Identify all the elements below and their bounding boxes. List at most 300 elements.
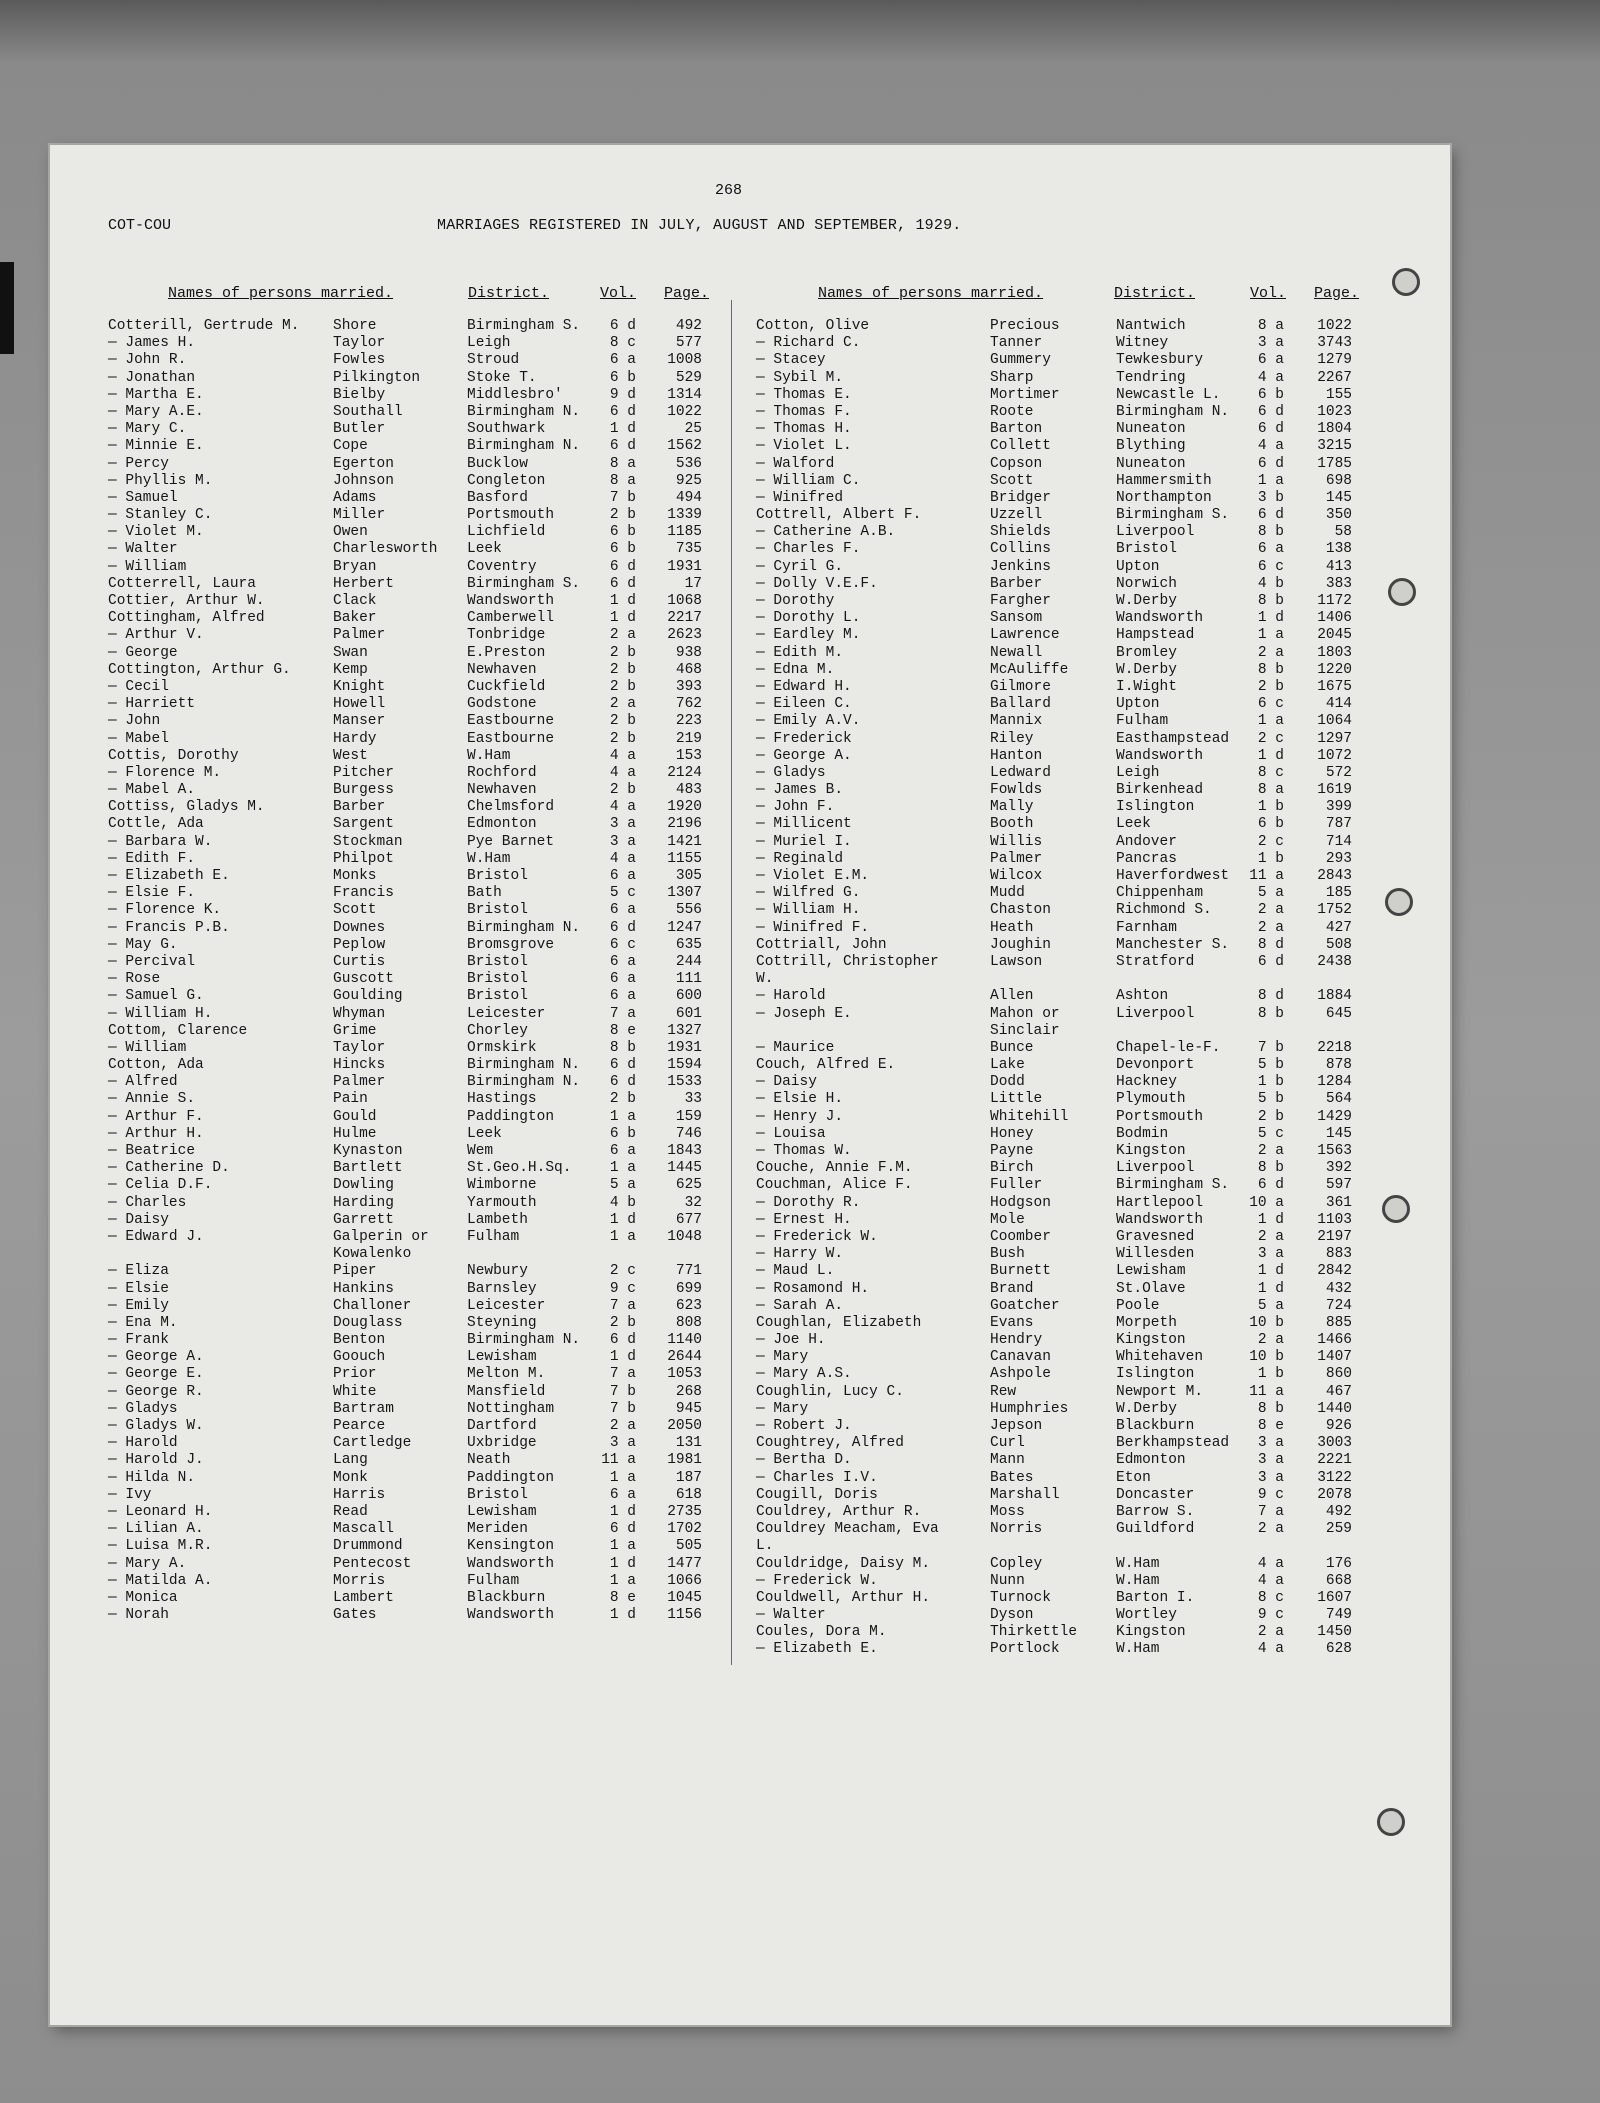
entry-page: 1920 [667, 799, 702, 816]
entry-page: 153 [675, 747, 702, 764]
punch-hole [1377, 1808, 1405, 1836]
entry-district: Chelmsford [467, 799, 555, 816]
entry-volume: 10 b [1249, 1314, 1284, 1331]
entry-page: 468 [675, 661, 702, 678]
entry-volume: 6 d [1257, 953, 1284, 970]
entry-page: 623 [675, 1297, 702, 1314]
entry-spouse: Morris [333, 1572, 386, 1589]
entry-volume: 1 d [609, 1349, 636, 1366]
entry-page: 2196 [667, 816, 702, 833]
entry-page: 1445 [667, 1160, 702, 1177]
entry-district: Blackburn [1116, 1418, 1195, 1434]
entry-district: Hartlepool [1116, 1194, 1204, 1211]
entry-page: 131 [675, 1435, 702, 1452]
entry-district: E.Preston [467, 644, 546, 661]
entry-volume: 6 d [609, 1332, 636, 1349]
entry-name: — Violet M. [108, 524, 204, 541]
entry-district: Plymouth [1116, 1091, 1186, 1108]
entry-name: — Lilian A. [108, 1521, 204, 1538]
entry-volume: 2 a [1257, 644, 1284, 661]
entry-page: 33 [684, 1091, 702, 1108]
entry-page: 259 [1325, 1521, 1352, 1538]
entry-page: 564 [1325, 1091, 1352, 1108]
entry-page: 938 [675, 644, 702, 661]
entry-name: — Richard C. [756, 335, 861, 352]
entry-page: 625 [675, 1177, 702, 1194]
entry-page: 3003 [1317, 1435, 1352, 1452]
entry-volume: 6 d [609, 1057, 636, 1074]
entry-volume: 3 a [1257, 335, 1284, 352]
entry-spouse: Wilcox [990, 868, 1043, 884]
entry-spouse: Mannix [990, 713, 1043, 730]
entry-name: — Gladys W. [108, 1418, 204, 1434]
entry-volume: 2 a [1257, 1143, 1284, 1159]
entry-volume: 6 d [609, 438, 636, 455]
entry-name: — Elizabeth E. [108, 868, 230, 884]
entry-name: — Maurice [756, 1039, 835, 1056]
entry-spouse: West [333, 747, 368, 764]
entry-spouse: Bush [990, 1246, 1025, 1263]
entry-spouse: Pentecost [333, 1555, 412, 1572]
entry-district: Doncaster [1116, 1486, 1195, 1503]
entry-name: Coughtrey, Alfred [756, 1435, 904, 1452]
entry-name: — John R. [108, 352, 187, 369]
entry-page: 1440 [1317, 1400, 1352, 1417]
entry-name: — Mary A.E. [108, 403, 204, 420]
entry-volume: 8 b [1257, 1160, 1284, 1177]
entry-page: 2050 [667, 1418, 702, 1434]
entry-name: — Robert J. [756, 1418, 852, 1434]
entry-spouse: Willis [990, 833, 1043, 850]
entry-volume: 7 a [609, 1297, 636, 1314]
entry-page: 350 [1325, 507, 1352, 524]
entry-district: Pancras [1116, 850, 1177, 867]
entry-page: 492 [1325, 1503, 1352, 1520]
entry-spouse: Manser [333, 713, 386, 730]
entry-spouse: Read [333, 1503, 368, 1520]
entry-spouse: Tanner [990, 335, 1043, 352]
left-header-names: Names of persons married. [168, 285, 394, 302]
entry-name: — Samuel [108, 489, 178, 506]
entry-page: 1023 [1317, 403, 1352, 420]
entry-district: Bristol [467, 1486, 528, 1503]
entry-name: — George E. [108, 1366, 204, 1383]
entry-volume: 3 a [1257, 1435, 1284, 1452]
entry-district: Ormskirk [467, 1039, 537, 1056]
entry-name: W. [756, 971, 774, 988]
entry-district: Bucklow [467, 455, 528, 472]
entry-name: — Violet E.M. [756, 868, 870, 884]
entry-volume: 1 a [609, 1572, 636, 1589]
entry-spouse: Palmer [333, 1074, 386, 1091]
entry-district: Ashton [1116, 988, 1169, 1005]
entry-spouse: Uzzell [990, 507, 1043, 524]
entry-name: — Walter [108, 541, 178, 558]
entry-volume: 6 a [609, 1486, 636, 1503]
entry-page: 746 [675, 1125, 702, 1142]
entry-volume: 2 a [1257, 1624, 1284, 1641]
entry-page: 2217 [667, 610, 702, 627]
entry-district: W.Ham [467, 747, 511, 764]
entry-volume: 5 c [609, 885, 636, 902]
entry-name: — Harold [756, 988, 826, 1005]
entry-name: — Thomas H. [756, 421, 852, 438]
entry-page: 1297 [1317, 730, 1352, 747]
entry-spouse: Owen [333, 524, 368, 541]
entry-volume: 2 c [1257, 833, 1284, 850]
entry-page: 572 [1325, 764, 1352, 781]
entry-volume: 1 b [1257, 1074, 1284, 1091]
entry-spouse: Lawrence [990, 627, 1060, 644]
entry-page: 467 [1325, 1383, 1352, 1400]
entry-page: 1785 [1317, 455, 1352, 472]
entry-district: Hastings [467, 1091, 537, 1108]
entry-district: Camberwell [467, 610, 555, 627]
entry-page: 145 [1325, 489, 1352, 506]
entry-name: — Walford [756, 455, 835, 472]
entry-volume: 2 a [1257, 1228, 1284, 1245]
entry-page: 58 [1334, 524, 1352, 541]
entry-name: — Dorothy [756, 593, 835, 609]
entry-spouse: Curtis [333, 953, 386, 970]
entry-district: Middlesbro' [467, 386, 563, 403]
entry-district: Eton [1116, 1469, 1151, 1486]
entry-volume: 6 d [1257, 507, 1284, 524]
entry-spouse: Payne [990, 1143, 1034, 1159]
entry-volume: 8 b [609, 1039, 636, 1056]
entry-name: — Eardley M. [756, 627, 861, 644]
entry-volume: 8 b [1257, 661, 1284, 678]
entry-district: Hammersmith [1116, 472, 1212, 489]
entry-name: — Mary A. [108, 1555, 187, 1572]
entry-spouse: Downes [333, 919, 386, 936]
entry-volume: 6 b [1257, 386, 1284, 403]
entry-spouse: Jepson [990, 1418, 1043, 1434]
entry-spouse: Coomber [990, 1228, 1051, 1245]
entry-name: — Percy [108, 455, 169, 472]
entry-page: 577 [675, 335, 702, 352]
entry-name: — Dorothy R. [756, 1194, 861, 1211]
entry-page: 926 [1325, 1418, 1352, 1434]
entry-name: — Edith M. [756, 644, 844, 661]
entry-volume: 2 a [1257, 902, 1284, 919]
entry-page: 2078 [1317, 1486, 1352, 1503]
entry-spouse: Stockman [333, 833, 403, 850]
entry-spouse: White [333, 1383, 377, 1400]
entry-page: 808 [675, 1314, 702, 1331]
entry-page: 1466 [1317, 1332, 1352, 1349]
entry-spouse: Copson [990, 455, 1043, 472]
entry-name: — Edward J. [108, 1228, 204, 1245]
entry-spouse: Harris [333, 1486, 386, 1503]
entry-page: 159 [675, 1108, 702, 1125]
entry-spouse: Bartlett [333, 1160, 403, 1177]
entry-volume: 6 a [609, 971, 636, 988]
entry-volume: 2 b [609, 713, 636, 730]
entry-page: 1068 [667, 593, 702, 609]
entry-page: 1562 [667, 438, 702, 455]
entry-name: — Norah [108, 1607, 169, 1624]
entry-page: 1022 [1317, 318, 1352, 334]
entry-name: — William C. [756, 472, 861, 489]
entry-volume: 1 d [609, 610, 636, 627]
entry-page: 1931 [667, 558, 702, 575]
entry-volume: 8 e [1257, 1418, 1284, 1434]
entry-volume: 6 a [609, 988, 636, 1005]
entry-page: 1008 [667, 352, 702, 369]
entry-name: — Minnie E. [108, 438, 204, 455]
entry-volume: 6 c [1257, 558, 1284, 575]
entry-district: Barrow S. [1116, 1503, 1195, 1520]
entry-page: 600 [675, 988, 702, 1005]
entry-district: Nuneaton [1116, 421, 1186, 438]
entry-name: Cotterill, Gertrude M. [108, 318, 300, 334]
entry-spouse: Gummery [990, 352, 1051, 369]
entry-page: 1594 [667, 1057, 702, 1074]
entry-spouse: Ashpole [990, 1366, 1051, 1383]
entry-page: 432 [1325, 1280, 1352, 1297]
entry-volume: 2 b [609, 1314, 636, 1331]
entry-district: Birmingham N. [467, 1332, 581, 1349]
entry-volume: 4 a [1257, 1641, 1284, 1658]
entry-district: Chorley [467, 1022, 528, 1039]
entry-page: 1563 [1317, 1143, 1352, 1159]
page-title: MARRIAGES REGISTERED IN JULY, AUGUST AND SEPTEMBER, 1929. [437, 217, 962, 234]
entry-district: Tonbridge [467, 627, 546, 644]
entry-volume: 2 a [609, 1418, 636, 1434]
entry-name: — Edna M. [756, 661, 835, 678]
entry-name: — Barbara W. [108, 833, 213, 850]
entry-district: Wandsworth [467, 1607, 555, 1624]
entry-spouse: Kowalenko [333, 1246, 412, 1263]
entry-district: Birmingham N. [467, 1057, 581, 1074]
entry-district: Birmingham S. [467, 575, 581, 592]
entry-district: Paddington [467, 1108, 555, 1125]
entry-spouse: Douglass [333, 1314, 403, 1331]
entry-district: Liverpool [1116, 524, 1195, 541]
entry-volume: 3 a [609, 833, 636, 850]
entry-volume: 1 d [1257, 1211, 1284, 1228]
entry-page: 494 [675, 489, 702, 506]
entry-spouse: Collins [990, 541, 1051, 558]
entry-volume: 6 a [609, 352, 636, 369]
entry-page: 1279 [1317, 352, 1352, 369]
right-header-names: Names of persons married. [818, 285, 1044, 302]
entry-volume: 5 a [1257, 1297, 1284, 1314]
entry-page: 293 [1325, 850, 1352, 867]
entry-district: Leigh [1116, 764, 1160, 781]
entry-page: 1477 [667, 1555, 702, 1572]
entry-spouse: Little [990, 1091, 1043, 1108]
entry-district: Devonport [1116, 1057, 1195, 1074]
entry-spouse: Brand [990, 1280, 1034, 1297]
entry-district: Pye Barnet [467, 833, 555, 850]
entry-page: 1284 [1317, 1074, 1352, 1091]
entry-page: 508 [1325, 936, 1352, 953]
entry-name: — Elizabeth E. [756, 1641, 878, 1658]
entry-spouse: Canavan [990, 1349, 1051, 1366]
entry-volume: 9 c [1257, 1486, 1284, 1503]
entry-district: W.Ham [1116, 1572, 1160, 1589]
entry-name: — Elsie [108, 1280, 169, 1297]
entry-volume: 4 a [1257, 1555, 1284, 1572]
entry-page: 618 [675, 1486, 702, 1503]
entry-spouse: Gould [333, 1108, 377, 1125]
entry-spouse: Evans [990, 1314, 1034, 1331]
entry-district: Fulham [467, 1228, 520, 1245]
entry-name: — Florence K. [108, 902, 222, 919]
entry-spouse: Dowling [333, 1177, 394, 1194]
entry-district: Birmingham N. [467, 403, 581, 420]
entry-spouse: Cartledge [333, 1435, 412, 1452]
entry-name: — May G. [108, 936, 178, 953]
entry-name: — Mary C. [108, 421, 187, 438]
entry-spouse: Burgess [333, 782, 394, 799]
entry-district: Liverpool [1116, 1160, 1195, 1177]
entry-page: 1155 [667, 850, 702, 867]
entry-spouse: Booth [990, 816, 1034, 833]
right-header-district: District. [1114, 285, 1196, 302]
entry-page: 1533 [667, 1074, 702, 1091]
entry-spouse: Heath [990, 919, 1034, 936]
entry-district: Andover [1116, 833, 1177, 850]
entry-district: W.Derby [1116, 661, 1177, 678]
entry-district: Gravesned [1116, 1228, 1195, 1245]
entry-page: 945 [675, 1400, 702, 1417]
entry-page: 1022 [667, 403, 702, 420]
entry-volume: 2 a [609, 696, 636, 713]
entry-name: — Daisy [756, 1074, 817, 1091]
entry-name: — Frederick W. [756, 1228, 878, 1245]
entry-district: Bristol [1116, 541, 1177, 558]
entry-spouse: Clack [333, 593, 377, 609]
entry-spouse: Whitehill [990, 1108, 1069, 1125]
entry-volume: 6 b [1257, 816, 1284, 833]
entry-name: — Emily [108, 1297, 169, 1314]
entry-volume: 1 d [1257, 1280, 1284, 1297]
entry-name: — Monica [108, 1589, 178, 1606]
entry-page: 787 [1325, 816, 1352, 833]
punch-hole [1392, 268, 1420, 296]
entry-spouse: Palmer [333, 627, 386, 644]
entry-volume: 9 c [1257, 1607, 1284, 1624]
entry-volume: 8 a [609, 472, 636, 489]
entry-page: 3743 [1317, 335, 1352, 352]
entry-volume: 7 b [609, 1400, 636, 1417]
entry-volume: 2 b [609, 678, 636, 695]
entry-name: — Samuel G. [108, 988, 204, 1005]
entry-name: — William H. [756, 902, 861, 919]
entry-spouse: Bielby [333, 386, 386, 403]
entry-spouse: Monk [333, 1469, 368, 1486]
entry-spouse: Cope [333, 438, 368, 455]
entry-district: W.Ham [1116, 1555, 1160, 1572]
entry-volume: 7 a [1257, 1503, 1284, 1520]
entry-spouse: Sargent [333, 816, 394, 833]
entry-name: — Joseph E. [756, 1005, 852, 1022]
entry-name: — Alfred [108, 1074, 178, 1091]
entry-page: 2124 [667, 764, 702, 781]
entry-district: Bristol [467, 988, 528, 1005]
entry-page: 714 [1325, 833, 1352, 850]
entry-name: — Muriel I. [756, 833, 852, 850]
entry-name: — William [108, 558, 187, 575]
entry-volume: 2 c [609, 1263, 636, 1280]
entry-name: — Cecil [108, 678, 169, 695]
entry-page: 1140 [667, 1332, 702, 1349]
entry-district: Haverfordwest [1116, 868, 1230, 884]
entry-volume: 6 a [1257, 352, 1284, 369]
entry-page: 677 [675, 1211, 702, 1228]
entry-name: Cotterrell, Laura [108, 575, 256, 592]
entry-spouse: Piper [333, 1263, 377, 1280]
entry-district: Cuckfield [467, 678, 546, 695]
entry-district: Newhaven [467, 661, 537, 678]
entry-volume: 1 d [609, 1211, 636, 1228]
entry-volume: 7 a [609, 1005, 636, 1022]
punch-hole [1388, 578, 1416, 606]
entry-page: 1803 [1317, 644, 1352, 661]
entry-page: 155 [1325, 386, 1352, 403]
entry-page: 1981 [667, 1452, 702, 1469]
entry-spouse: Shields [990, 524, 1051, 541]
entry-district: Basford [467, 489, 528, 506]
entry-spouse: Hodgson [990, 1194, 1051, 1211]
entry-volume: 2 b [609, 730, 636, 747]
entry-district: Wortley [1116, 1607, 1177, 1624]
entry-volume: 6 c [1257, 696, 1284, 713]
entry-spouse: Goulding [333, 988, 403, 1005]
entry-spouse: Taylor [333, 335, 386, 352]
entry-district: Leigh [467, 335, 511, 352]
entry-spouse: Lawson [990, 953, 1043, 970]
entry-page: 223 [675, 713, 702, 730]
entry-page: 1931 [667, 1039, 702, 1056]
entry-volume: 6 d [1257, 403, 1284, 420]
entry-page: 2623 [667, 627, 702, 644]
entry-page: 1156 [667, 1607, 702, 1624]
right-header-vol: Vol. [1250, 285, 1287, 302]
entry-volume: 4 b [1257, 575, 1284, 592]
entry-spouse: Burnett [990, 1263, 1051, 1280]
entry-name: — Frederick [756, 730, 852, 747]
entry-name: — Joe H. [756, 1332, 826, 1349]
entry-district: Birmingham N. [1116, 403, 1230, 420]
entry-district: Poole [1116, 1297, 1160, 1314]
entry-name: — Charles I.V. [756, 1469, 878, 1486]
entry-volume: 5 a [609, 1177, 636, 1194]
entry-spouse: Portlock [990, 1641, 1060, 1658]
entry-district: Coventry [467, 558, 537, 575]
entry-name: — Percival [108, 953, 196, 970]
entry-name: — Mary [756, 1349, 809, 1366]
entry-page: 427 [1325, 919, 1352, 936]
entry-volume: 3 a [609, 1435, 636, 1452]
entry-district: Farnham [1116, 919, 1177, 936]
entry-district: Birmingham N. [467, 1074, 581, 1091]
entry-spouse: Honey [990, 1125, 1034, 1142]
entry-name: Couldrey Meacham, Eva [756, 1521, 939, 1538]
entry-page: 492 [675, 318, 702, 334]
entry-spouse: Peplow [333, 936, 386, 953]
entry-volume: 6 b [609, 369, 636, 386]
entry-volume: 7 b [609, 489, 636, 506]
entry-spouse: Roote [990, 403, 1034, 420]
entry-spouse: Hardy [333, 730, 377, 747]
entry-page: 925 [675, 472, 702, 489]
entry-page: 1607 [1317, 1589, 1352, 1606]
entry-district: Easthampstead [1116, 730, 1230, 747]
